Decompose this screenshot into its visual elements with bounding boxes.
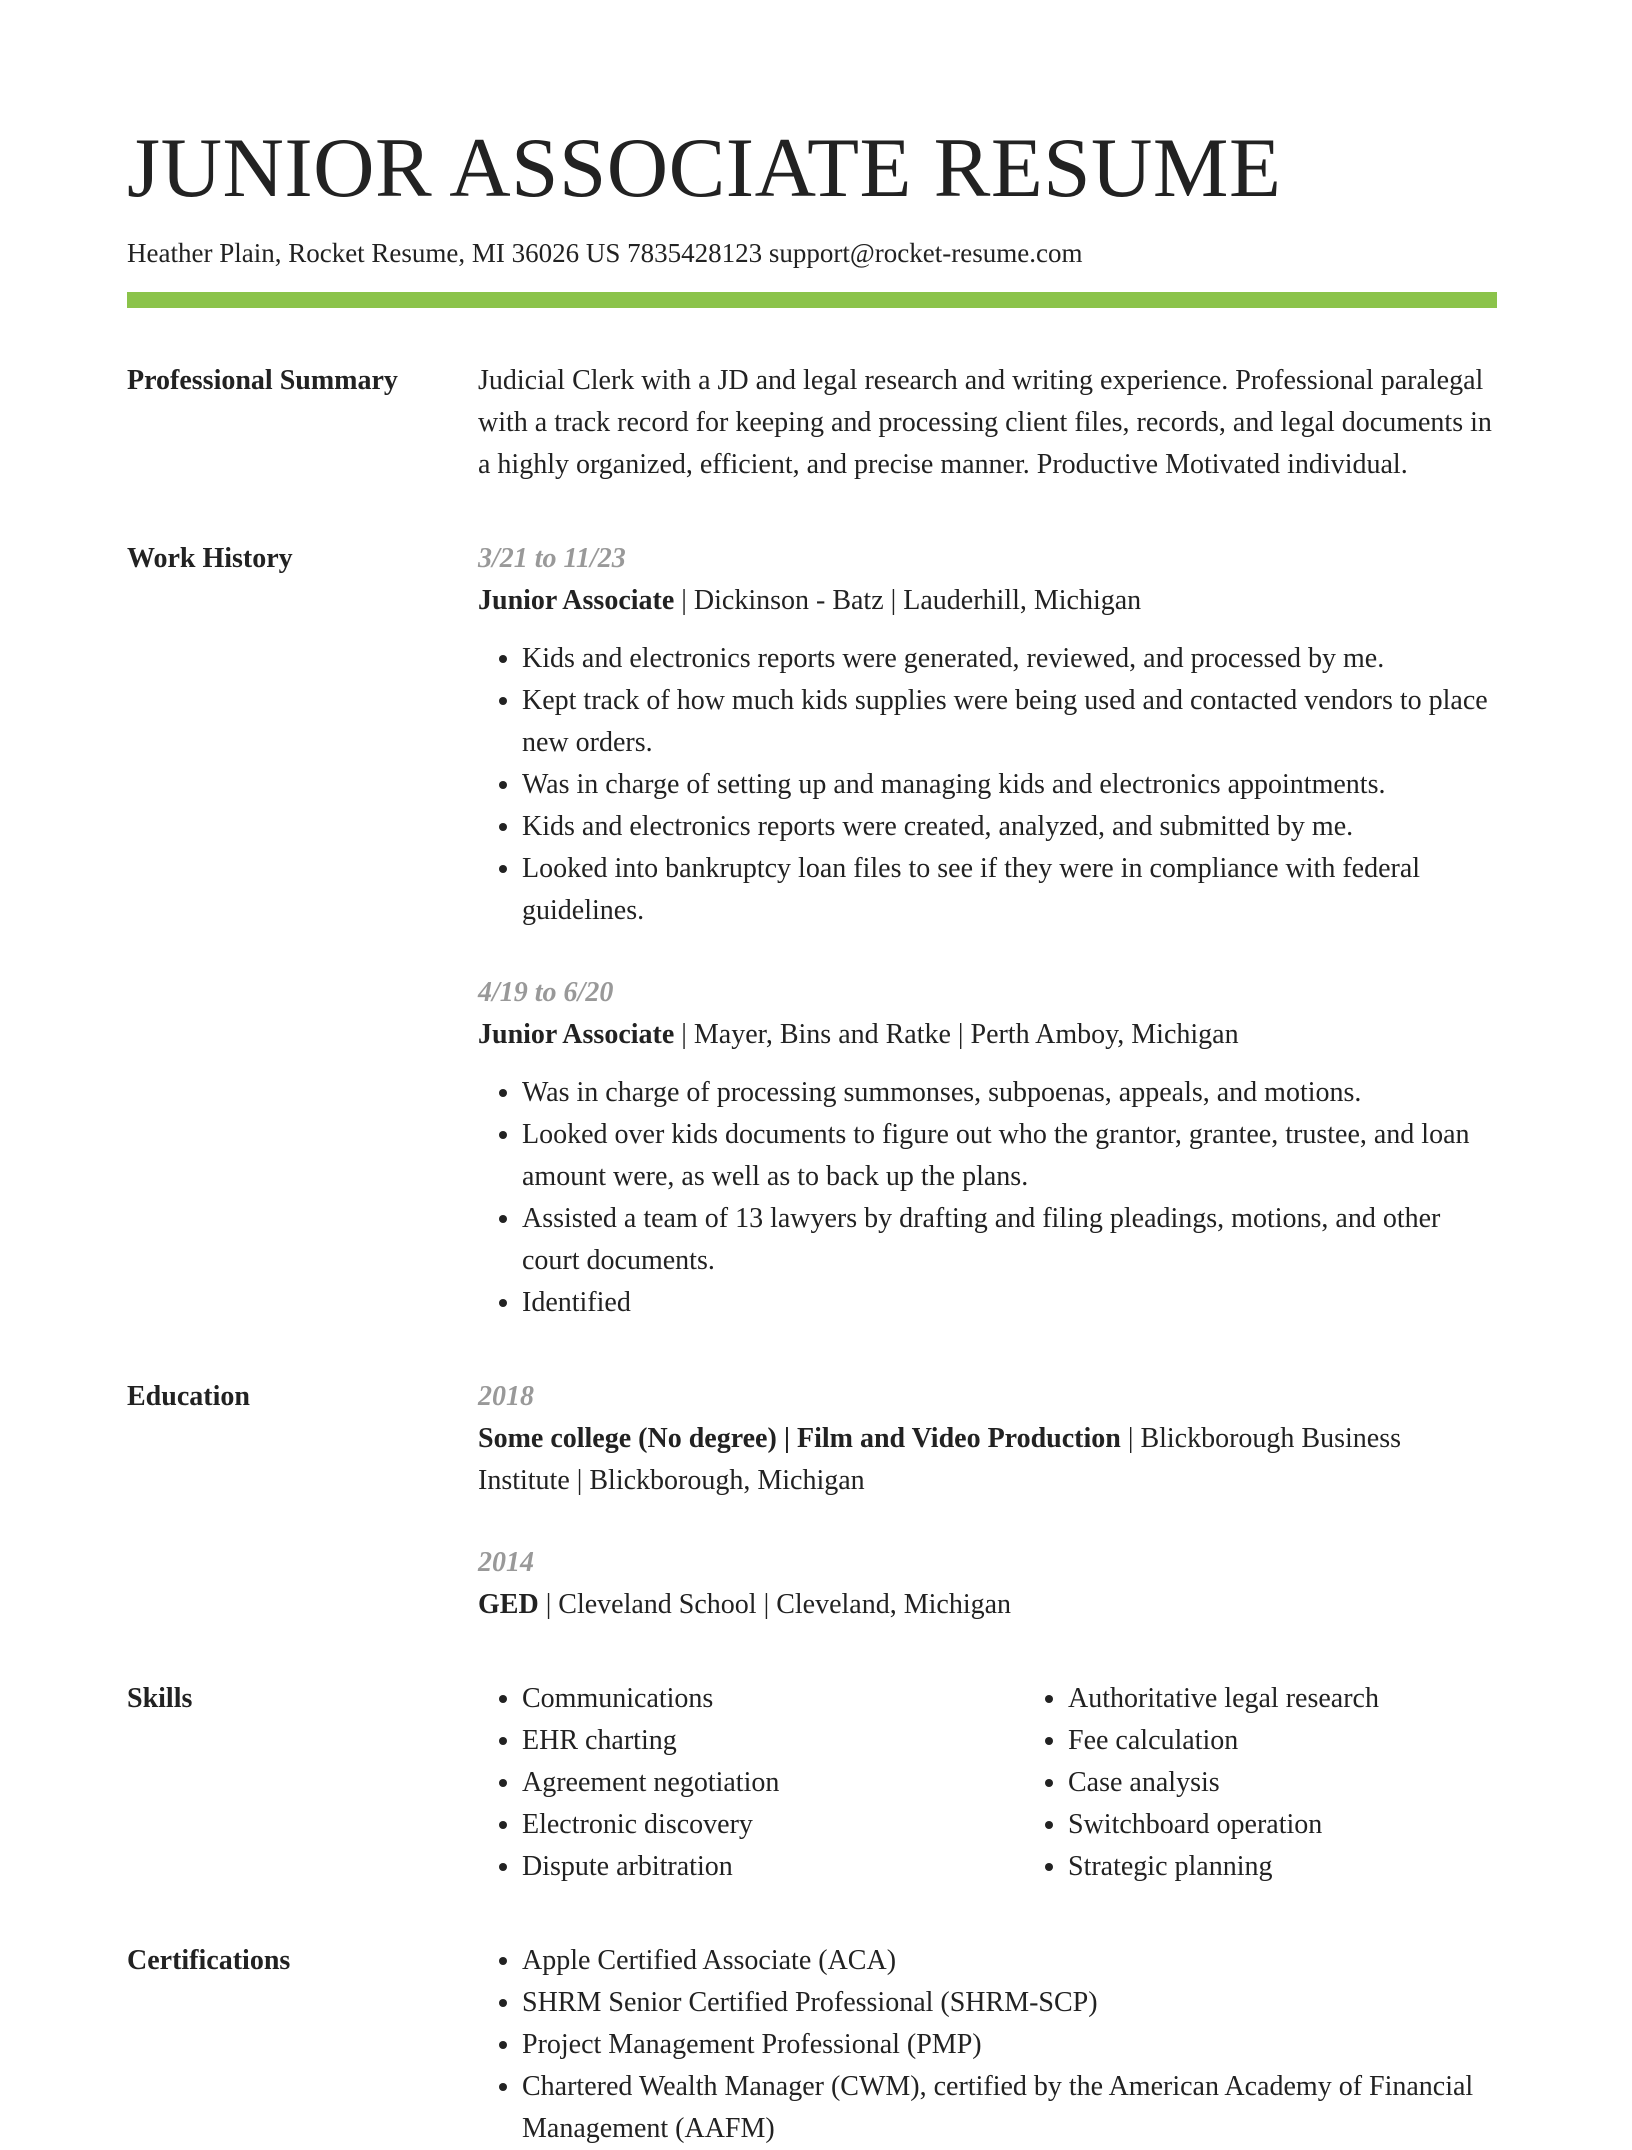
list-item: • Project Management Professional (PMP) xyxy=(522,2024,1497,2066)
education-section xyxy=(127,1376,1497,1626)
education-details: | Blickborough Business Institute | Blickborough, Michigan xyxy=(478,1423,1402,1496)
list-item: • Strategic planning xyxy=(1068,1846,1570,1888)
education-entry xyxy=(478,1542,1497,1626)
list-item: • Case analysis xyxy=(1068,1762,1570,1804)
summary-text: Judicial Clerk with a JD and legal research and writing experience. Professional paralegal with a track record for keeping and processing client files, records, and legal documents in a highly organized, efficient, and precise manner. Productive Motivated individual. xyxy=(478,365,1492,480)
accent-divider xyxy=(127,292,1497,308)
education-heading xyxy=(478,1584,1497,1626)
list-item: • Identified xyxy=(522,1282,1497,1324)
job-entry xyxy=(478,972,1497,1324)
job-dates: 4/19 to 6/20 xyxy=(478,977,614,1008)
section-label: Education xyxy=(127,1381,250,1412)
job-entry xyxy=(478,538,1497,932)
section-label: Professional Summary xyxy=(127,365,398,396)
list-item: • SHRM Senior Certified Professional (SHRM-SCP) xyxy=(522,1982,1497,2024)
list-item: • Looked into bankruptcy loan files to see if they were in compliance with federal guidelines. xyxy=(522,848,1497,932)
job-dates: 3/21 to 11/23 xyxy=(478,543,626,574)
list-item: • Apple Certified Associate (ACA) xyxy=(522,1940,1497,1982)
resume-title: JUNIOR ASSOCIATE RESUME xyxy=(127,121,1282,215)
list-item: • Was in charge of processing summonses, subpoenas, appeals, and motions. xyxy=(522,1072,1497,1114)
list-item: • Assisted a team of 13 lawyers by drafting and filing pleadings, motions, and other court documents. xyxy=(522,1198,1497,1282)
section-label: Certifications xyxy=(127,1945,291,1976)
education-year: 2018 xyxy=(478,1381,534,1412)
list-item: • Fee calculation xyxy=(1068,1720,1570,1762)
list-item: • Electronic discovery xyxy=(522,1804,1024,1846)
job-details: | Dickinson - Batz | Lauderhill, Michigan xyxy=(674,585,1142,616)
list-item: • Was in charge of setting up and managing kids and electronics appointments. xyxy=(522,764,1497,806)
skills-section xyxy=(127,1678,1497,1888)
job-heading xyxy=(478,580,1497,622)
list-item: • Looked over kids documents to figure out who the grantor, grantee, trustee, and loan amount were, as well as to back up the plans. xyxy=(522,1114,1497,1198)
education-details: | Cleveland School | Cleveland, Michigan xyxy=(538,1589,1012,1620)
skills-list-left xyxy=(478,1678,1024,1888)
list-item: • EHR charting xyxy=(522,1720,1024,1762)
job-heading xyxy=(478,1014,1497,1056)
certifications-list xyxy=(478,1940,1497,2150)
list-item: • Kids and electronics reports were created, analyzed, and submitted by me. xyxy=(522,806,1497,848)
contact-line: Heather Plain, Rocket Resume, MI 36026 US 7835428123 support@rocket-resume.com xyxy=(127,238,1083,268)
education-heading xyxy=(478,1418,1497,1502)
list-item: • Chartered Wealth Manager (CWM), certified by the American Academy of Financial Management (AAFM) xyxy=(522,2066,1497,2150)
skills-columns xyxy=(478,1678,1570,1888)
education-degree: GED xyxy=(478,1589,539,1620)
section-label: Skills xyxy=(127,1683,193,1714)
education-degree: Some college (No degree) | Film and Video Production xyxy=(478,1423,1121,1454)
list-item: • Authoritative legal research xyxy=(1068,1678,1570,1720)
job-title: Junior Associate xyxy=(478,585,675,616)
list-item: • Kept track of how much kids supplies were being used and contacted vendors to place new orders. xyxy=(522,680,1497,764)
job-title: Junior Associate xyxy=(478,1019,675,1050)
list-item: • Switchboard operation xyxy=(1068,1804,1570,1846)
education-year: 2014 xyxy=(478,1547,534,1578)
job-bullets xyxy=(478,1072,1497,1324)
list-item: • Kids and electronics reports were generated, reviewed, and processed by me. xyxy=(522,638,1497,680)
work-history-section xyxy=(127,538,1497,1324)
certifications-section xyxy=(127,1940,1497,2150)
section-label: Work History xyxy=(127,543,293,574)
list-item: • Agreement negotiation xyxy=(522,1762,1024,1804)
job-bullets xyxy=(478,638,1497,932)
job-details: | Mayer, Bins and Ratke | Perth Amboy, Michigan xyxy=(674,1019,1239,1050)
list-item: • Communications xyxy=(522,1678,1024,1720)
skills-list-right xyxy=(1024,1678,1570,1888)
resume-page xyxy=(127,118,1497,2150)
list-item: • Dispute arbitration xyxy=(522,1846,1024,1888)
summary-section xyxy=(127,360,1497,486)
education-entry xyxy=(478,1376,1497,1502)
